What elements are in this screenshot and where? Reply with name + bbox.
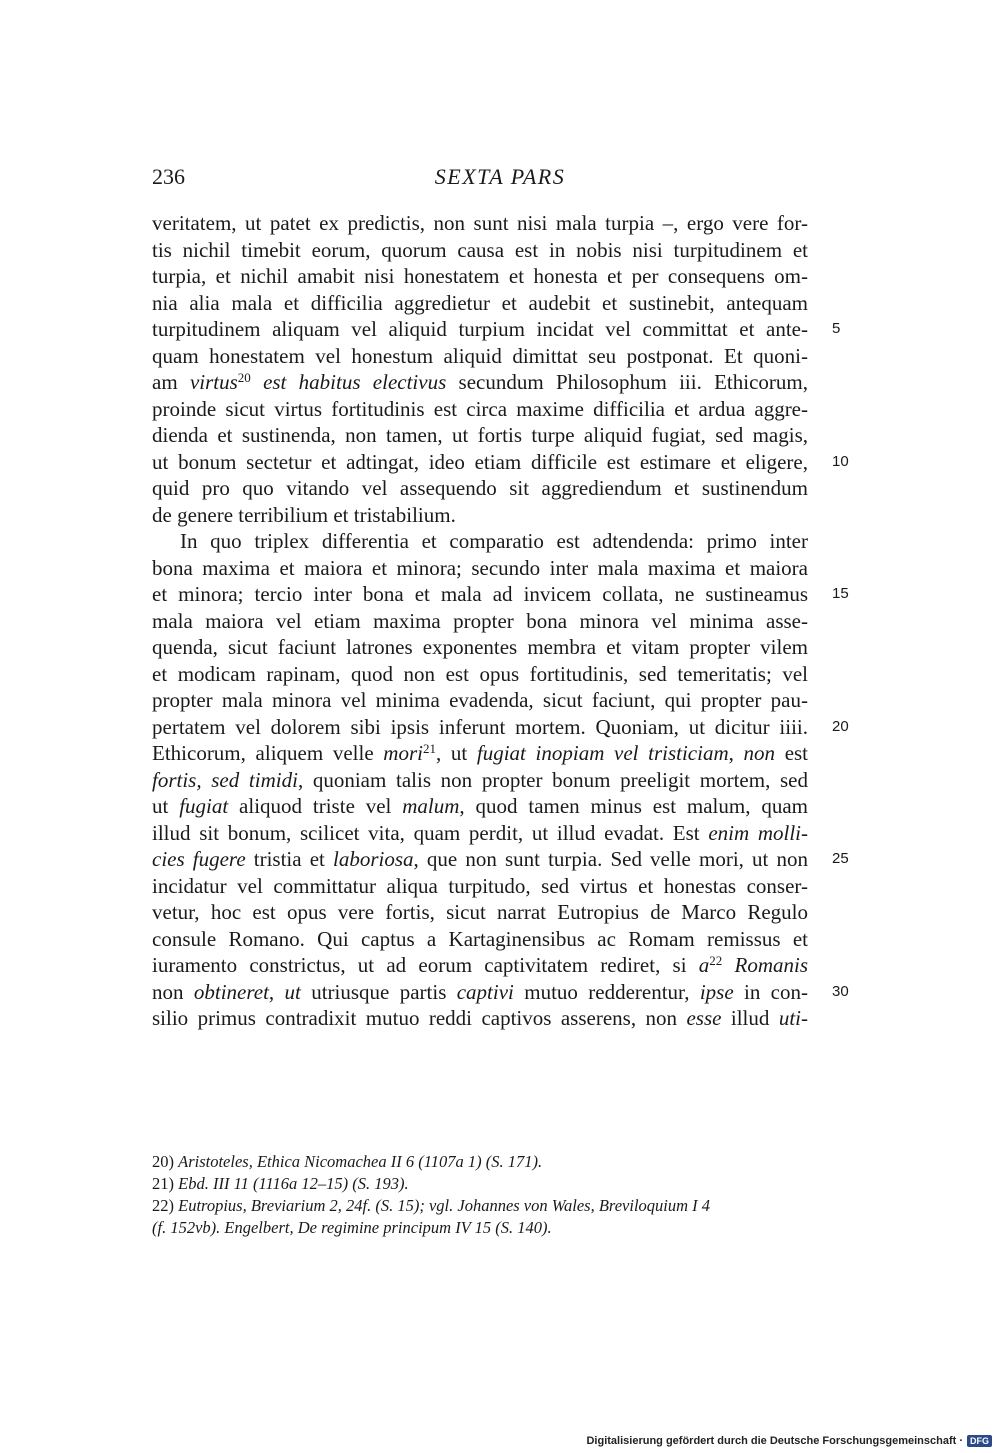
footnote-number: 22) bbox=[152, 1196, 174, 1215]
text-line: iuramento constrictus, ut ad eorum captivitatem rediret, si $a^{22}$ Romanis bbox=[152, 953, 808, 977]
text-line: propter mala minora vel minima evadenda, sicut faciunt, qui propter pau- bbox=[152, 688, 808, 712]
funding-credit bbox=[586, 1435, 992, 1447]
text-line: veritatem, ut patet ex predictis, non sunt nisi mala turpia –, ergo vere for- bbox=[152, 211, 808, 235]
text-line: Ethicorum, aliquem velle mori$^{21}$, ut fugiat inopiam vel tristiciam, non est bbox=[152, 741, 809, 765]
footnote-number: 21) bbox=[152, 1174, 174, 1193]
text-line: In quo triplex differentia et comparatio est adtendenda: primo inter bbox=[180, 529, 808, 553]
text-line: fortis, sed timidi, quoniam talis non propter bonum preeligit mortem, sed bbox=[152, 767, 808, 792]
line-number: 20 bbox=[832, 717, 849, 735]
line-number: 15 bbox=[832, 585, 849, 602]
credit-text: Digitalisierung gefördert durch die Deutsche Forschungsgemeinschaft · bbox=[586, 1435, 963, 1447]
text-line: pertatem vel dolorem sibi ipsis inferunt mortem. Quoniam, ut dicitur iiii. 20 bbox=[152, 714, 849, 739]
line-number: 10 bbox=[832, 452, 849, 470]
text-line: quenda, sicut faciunt latrones exponentes membra et vitam propter vilem bbox=[152, 635, 808, 659]
line-number: 25 bbox=[832, 850, 849, 867]
text-line: proinde sicut virtus fortitudinis est circa maxime difficilia et ardua aggre- bbox=[152, 396, 808, 421]
main-text bbox=[152, 210, 849, 1032]
footnote-text: Aristoteles, Ethica Nicomachea II 6 (1107a 1) (S. 171). bbox=[178, 1152, 543, 1171]
text-line: mala maiora vel etiam maxima propter bona minora vel minima asse- bbox=[152, 608, 808, 633]
footnotes bbox=[152, 1151, 808, 1239]
footnote bbox=[152, 1195, 808, 1217]
text-line: turpitudinem aliquam vel aliquid turpium incidat vel committat et ante- 5 bbox=[152, 317, 841, 341]
text-line: turpia, et nichil amabit nisi honestatem et honesta et per consequens om- bbox=[152, 264, 808, 288]
footnote bbox=[152, 1173, 808, 1195]
running-title: SEXTA PARS bbox=[434, 164, 566, 189]
footnote-continuation bbox=[152, 1217, 808, 1239]
text-line: de genere terribilium et tristabilium. bbox=[152, 502, 456, 527]
footnote-text: Ebd. III 11 (1116a 12–15) (S. 193). bbox=[178, 1174, 409, 1193]
text-line: vetur, hoc est opus vere fortis, sicut narrat Eutropius de Marco Regulo bbox=[152, 900, 808, 924]
text-line: illud sit bonum, scilicet vita, quam perdit, ut illud evadat. Est enim molli- bbox=[152, 820, 808, 845]
text-line: cies fugere tristia et laboriosa, que non sunt turpia. Sed velle mori, ut non 25 bbox=[152, 847, 849, 871]
page-number: 236 bbox=[152, 164, 185, 189]
text-line: silio primus contradixit mutuo reddi captivos asserens, non esse illud uti- bbox=[152, 1006, 808, 1030]
text-line: am virtus$^{20}$ est habitus electivus secundum Philosophum iii. Ethicorum, bbox=[152, 370, 809, 394]
text-line: et minora; tercio inter bona et mala ad invicem collata, ne sustineamus 15 bbox=[152, 582, 849, 606]
text-line: quam honestatem vel honestum aliquid dimittat seu postponat. Et quoni- bbox=[152, 343, 808, 368]
line-number: 30 bbox=[832, 982, 849, 1000]
text-line: bona maxima et maiora et minora; secundo inter mala maxima et maiora bbox=[152, 555, 808, 580]
footnote-text: Eutropius, Breviarium 2, 24f. (S. 15); vgl. Johannes von Wales, Breviloquium I 4 bbox=[178, 1196, 711, 1215]
dfg-logo-icon: DFG bbox=[967, 1435, 992, 1447]
text-line: ut bonum sectetur et adtingat, ideo etiam difficile est estimare et eligere, 10 bbox=[152, 449, 849, 474]
text-line: quid pro quo vitando vel assequendo sit aggrediendum et sustinendum bbox=[152, 476, 808, 500]
text-line: tis nichil timebit eorum, quorum causa est in nobis nisi turpitudinem et bbox=[152, 237, 808, 262]
text-line: ut fugiat aliquod triste vel malum, quod tamen minus est malum, quam bbox=[152, 794, 808, 818]
text-line: non obtineret, ut utriusque partis captivi mutuo redderentur, ipse in con- 30 bbox=[152, 979, 849, 1004]
text-line: incidatur vel committatur aliqua turpitudo, sed virtus et honestas conser- bbox=[152, 873, 808, 898]
footnote-number: 20) bbox=[152, 1152, 174, 1171]
footnote bbox=[152, 1151, 808, 1173]
text-line: consule Romano. Qui captus a Kartaginensibus ac Romam remissus et bbox=[152, 926, 808, 951]
text-line: et modicam rapinam, quod non est opus fortitudinis, sed temeritatis; vel bbox=[152, 661, 808, 686]
line-number: 5 bbox=[832, 320, 841, 337]
text-line: nia alia mala et difficilia aggredietur et audebit et sustinebit, antequam bbox=[152, 290, 808, 315]
text-line: dienda et sustinenda, non tamen, ut fortis turpe aliquid fugiat, sed magis, bbox=[152, 423, 808, 447]
footnote-text: (f. 152vb). Engelbert, De regimine principum IV 15 (S. 140). bbox=[152, 1218, 552, 1237]
